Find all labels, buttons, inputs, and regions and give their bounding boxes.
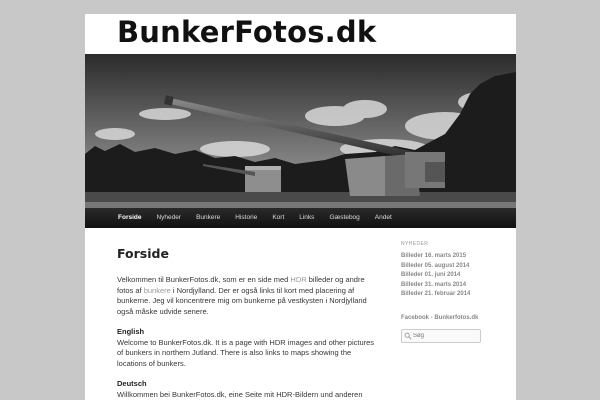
nav-item-kort[interactable]: Kort: [272, 214, 285, 221]
english-heading: English: [117, 327, 145, 336]
news-item[interactable]: Billeder 01. juni 2014: [401, 272, 461, 278]
search-input[interactable]: [413, 330, 477, 342]
page: [85, 14, 516, 400]
deutsch-paragraph: [117, 379, 375, 400]
site-title[interactable]: BunkerFotos.dk: [117, 15, 377, 49]
main-content: [117, 242, 375, 400]
facebook-widget-title[interactable]: Facebook - Bunkerfotos.dk: [401, 314, 479, 321]
intro-text-1: Velkommen til BunkerFotos.dk, som er en side med: [117, 275, 291, 284]
intro-paragraph: [117, 275, 375, 317]
deutsch-heading: Deutsch: [117, 379, 147, 388]
hdr-link[interactable]: HDR: [290, 275, 307, 284]
news-item[interactable]: Billeder 16. marts 2015: [401, 253, 467, 259]
intro-text-2: billeder og andre fotos af: [117, 275, 365, 295]
bunkere-link[interactable]: bunkere: [143, 285, 171, 295]
main-nav: [85, 208, 516, 228]
news-list: [401, 252, 487, 300]
news-item[interactable]: Billeder 05. august 2014: [401, 262, 470, 269]
search-icon: [404, 331, 412, 341]
page-title: Forside: [117, 246, 169, 261]
nav-item-gaestebog[interactable]: Gæstebog: [329, 214, 360, 221]
news-widget-title: NYHEDER: [401, 241, 429, 247]
nav-item-bunkere[interactable]: Bunkere: [196, 214, 221, 221]
news-item[interactable]: Billeder 21. februar 2014: [401, 291, 471, 297]
english-paragraph: [117, 327, 375, 369]
search-box: [401, 329, 481, 343]
sidebar: [401, 241, 487, 343]
intro-text-3: i Nordjylland. Der er også links til kort med placering af bunkerne. Jeg vil koncentrere mig om bunkerne på vestkysten i Nordjylland også måske udvide senere.: [117, 285, 367, 316]
nav-item-links[interactable]: Links: [299, 214, 315, 221]
header-image: [85, 54, 516, 209]
nav-item-andet[interactable]: Andet: [374, 214, 392, 221]
deutsch-text: Willkommen bei BunkerFotos.dk, eine Seite mit HDR-Bildern und anderen: [117, 389, 363, 399]
nav-item-forside[interactable]: Forside: [118, 214, 142, 221]
news-item[interactable]: Billeder 31. marts 2014: [401, 281, 467, 288]
english-text: Welcome to BunkerFotos.dk. It is a page with HDR images and other pictures of bunkers in northern Jutland. There is also links to maps showing the locations of bunkers.: [117, 337, 375, 368]
nav-item-nyheder[interactable]: Nyheder: [156, 214, 182, 221]
nav-item-historie[interactable]: Historie: [235, 214, 258, 221]
